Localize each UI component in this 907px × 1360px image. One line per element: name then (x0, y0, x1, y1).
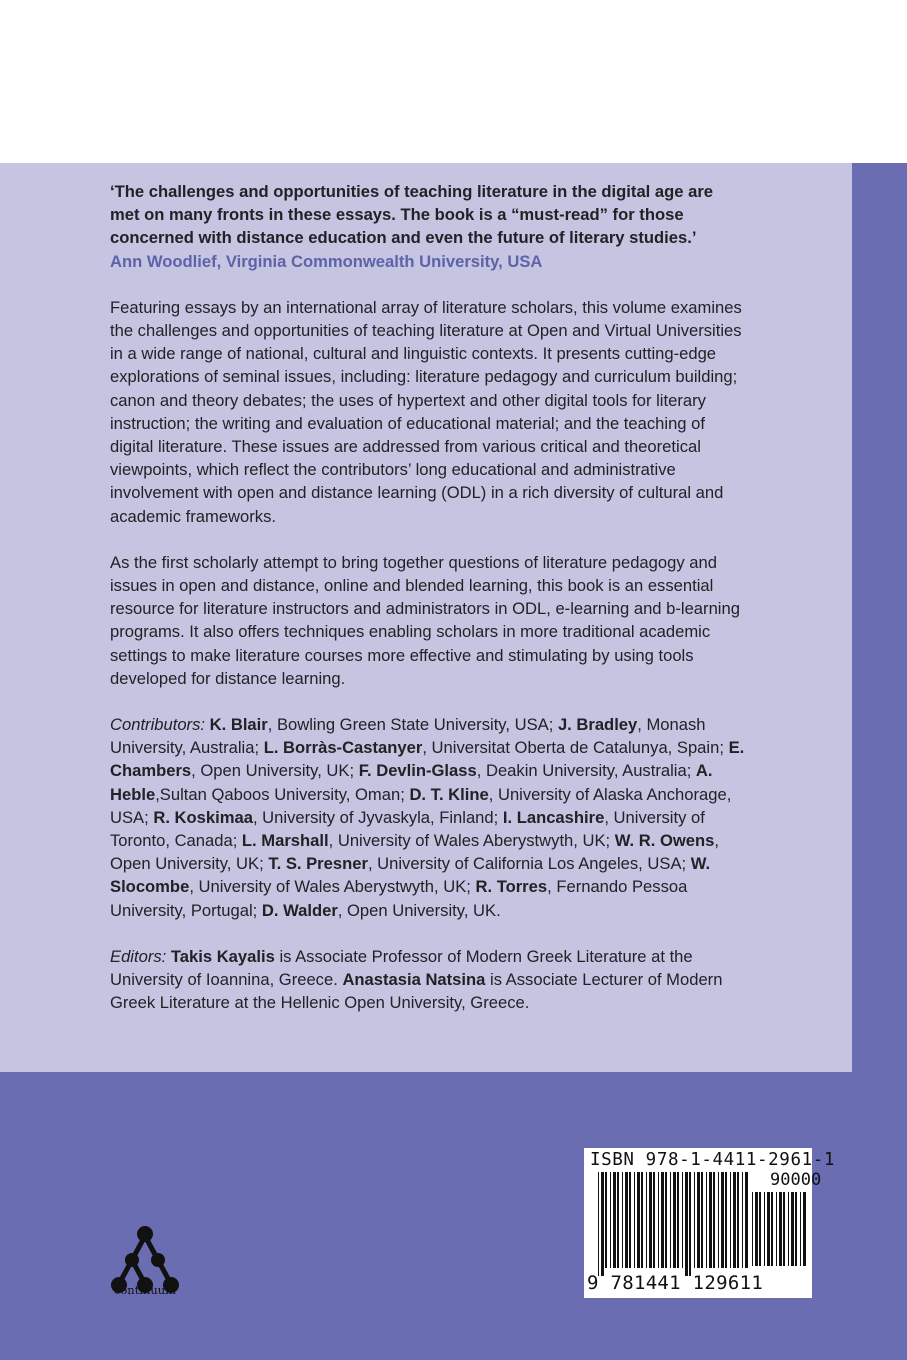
barcode-bar (622, 1172, 623, 1268)
contributor-affiliation: , Open University, UK; (191, 761, 359, 781)
contributor-affiliation: , University of Alaska Anchorage, USA; (110, 784, 732, 827)
contributors-list (110, 713, 745, 922)
contributor-affiliation: , University of Toronto, Canada; (110, 807, 705, 851)
barcode-bar (641, 1172, 643, 1268)
barcode-bar (718, 1172, 719, 1268)
barcode-bar (776, 1192, 777, 1266)
editor-name: Takis Kayalis (170, 946, 275, 966)
barcode-bar (637, 1172, 640, 1268)
barcode-bar (613, 1172, 616, 1268)
contributor-name: R. Koskimaa (153, 807, 253, 827)
barcode-bar (800, 1192, 801, 1266)
ean-barcode-bars (598, 1172, 748, 1276)
barcode-bar (767, 1192, 770, 1266)
barcode-bar (658, 1172, 659, 1268)
contributor-affiliation: , University of Wales Aberystwyth, UK; (189, 877, 476, 897)
contributor-name: W. Slocombe (110, 854, 711, 897)
barcode-bar (665, 1172, 667, 1268)
contributor-name: R. Torres (475, 877, 548, 897)
barcode-bar (649, 1172, 652, 1268)
addon-barcode-bars (752, 1192, 808, 1274)
contributor-name: E. Chambers (110, 738, 745, 781)
endorsement-quote: ‘The challenges and opportunities of teaching literature in the digital age are met on many fronts in these essays. The book is a “must-read” for those concerned with distance education and even the future of literary studies.’ (110, 182, 714, 248)
contributors-label: Contributors: (110, 715, 205, 735)
barcode-bar (610, 1172, 611, 1268)
barcode-bar (646, 1172, 647, 1268)
barcode-bar (803, 1192, 806, 1266)
contributor-affiliation: , Fernando Pessoa University, Portugal; (110, 877, 688, 920)
contributor-name: A. Heble (110, 761, 713, 804)
barcode-bar (725, 1172, 727, 1268)
barcode-bar (661, 1172, 664, 1268)
contributor-affiliation: , University of Jyvaskyla, Finland; (252, 807, 503, 827)
contributor-name: D. T. Kline (409, 784, 489, 804)
contributor-name: T. S. Presner (268, 854, 368, 874)
barcode-bar (795, 1192, 797, 1266)
barcode-bar (706, 1172, 707, 1268)
barcode-bar (605, 1172, 607, 1268)
ean-digits: 9 781441 129611 (587, 1272, 764, 1294)
editors-info (110, 945, 745, 1015)
contributor-affiliation: , University of California Los Angeles, USA; (367, 854, 691, 874)
contributor-affiliation: ,Sultan Qaboos University, Oman; (155, 784, 410, 804)
contributor-name: I. Lancashire (502, 807, 605, 827)
barcode-bar (783, 1192, 785, 1266)
barcode-bar (755, 1192, 758, 1266)
barcode-bar (721, 1172, 724, 1268)
barcode-bar (685, 1172, 688, 1276)
editors-label: Editors: (110, 946, 167, 966)
contributor-affiliation: , Monash University, Australia; (110, 715, 706, 758)
barcode-bar (697, 1172, 700, 1268)
barcode-bar (677, 1172, 679, 1268)
editor-description: is Associate Lecturer of Modern Greek Literature at the Hellenic Open University, Greece. (110, 970, 723, 1013)
barcode-bar (742, 1172, 743, 1268)
barcode-bar (682, 1172, 683, 1268)
contributor-name: D. Walder (261, 900, 338, 920)
contributor-name: K. Blair (209, 715, 268, 735)
contributor-affiliation: , Open University, UK. (337, 900, 501, 920)
contributor-affiliation: , Bowling Green State University, USA; (267, 715, 558, 735)
contributor-name: J. Bradley (557, 715, 638, 735)
back-cover-text (110, 180, 745, 1015)
barcode-bar (634, 1172, 635, 1268)
description-paragraph-1: Featuring essays by an international array of literature scholars, this volume examines the challenges and opportunities of teaching literature at Open and Virtual Universities in a wide range of national, cultural and linguistic contexts. It presents cutting-edge explorations of seminal issues, including: literature pedagogy and curriculum building; canon and theory debates; the uses of hypertext and other digital tools for literary instruction; the writing and evaluation of educational material; and the teaching of digital literature. These issues are addressed from various critical and theoretical viewpoints, which reflect the contributors’ long educational and administrative involvement with open and distance learning (ODL) in a rich diversity of cultural and academic frameworks. (110, 297, 742, 526)
contributor-affiliation: , Deakin University, Australia; (476, 761, 696, 781)
barcode-bar (617, 1172, 619, 1268)
contributor-affiliation: , Open University, UK; (110, 831, 719, 874)
description-paragraph-2: As the first scholarly attempt to bring together questions of literature pedagogy and issues in open and distance, online and blended learning, this book is an essential resource for literature instructors and administrators in ODL, e-learning and b-learning programs. It also offers techniques enabling scholars in more traditional academic settings to make literature courses more effective and stimulating by using tools developed for distance learning. (110, 552, 740, 688)
barcode-bar (752, 1192, 753, 1266)
barcode-bar (709, 1172, 712, 1268)
contributor-affiliation: , University of Wales Aberystwyth, UK; (328, 831, 615, 851)
barcode-bar (673, 1172, 676, 1268)
barcode-bar (670, 1172, 671, 1268)
contributor-affiliation: , Universitat Oberta de Catalunya, Spain; (422, 738, 729, 758)
editor-name: Anastasia Natsina (342, 970, 486, 990)
contributor-name: L. Marshall (241, 831, 329, 851)
barcode-bar (733, 1172, 736, 1268)
contributor-name: F. Devlin-Glass (358, 761, 477, 781)
barcode-bar (694, 1172, 695, 1268)
publisher-name: continuum (113, 1283, 177, 1297)
barcode-bar (745, 1172, 748, 1268)
isbn-barcode (584, 1148, 835, 1298)
barcode-bar (779, 1192, 782, 1266)
endorsement-attribution: Ann Woodlief, Virginia Commonwealth University, USA (110, 251, 543, 271)
barcode-bar (788, 1192, 789, 1266)
barcode-bar (764, 1192, 765, 1266)
barcode-bar (598, 1172, 599, 1276)
isbn-label: ISBN 978-1-4411-2961-1 (590, 1150, 835, 1170)
barcode-bar (759, 1192, 761, 1266)
barcode-bar (701, 1172, 703, 1268)
barcode-bar (737, 1172, 739, 1268)
barcode-bar (689, 1172, 691, 1276)
price-addon-code: 90000 (770, 1170, 822, 1190)
barcode-bar (601, 1172, 604, 1276)
barcode-bar (629, 1172, 631, 1268)
barcode-bar (730, 1172, 731, 1268)
contributor-name: L. Borràs-Castanyer (263, 738, 423, 758)
barcode-bar (713, 1172, 715, 1268)
top-margin (0, 0, 907, 163)
barcode-bar (653, 1172, 655, 1268)
barcode-bar (771, 1192, 773, 1266)
barcode-bar (625, 1172, 628, 1268)
contributor-name: W. R. Owens (614, 831, 715, 851)
barcode-bar (791, 1192, 794, 1266)
editor-description: is Associate Professor of Modern Greek Literature at the University of Ioannina, Greece. (110, 946, 693, 990)
